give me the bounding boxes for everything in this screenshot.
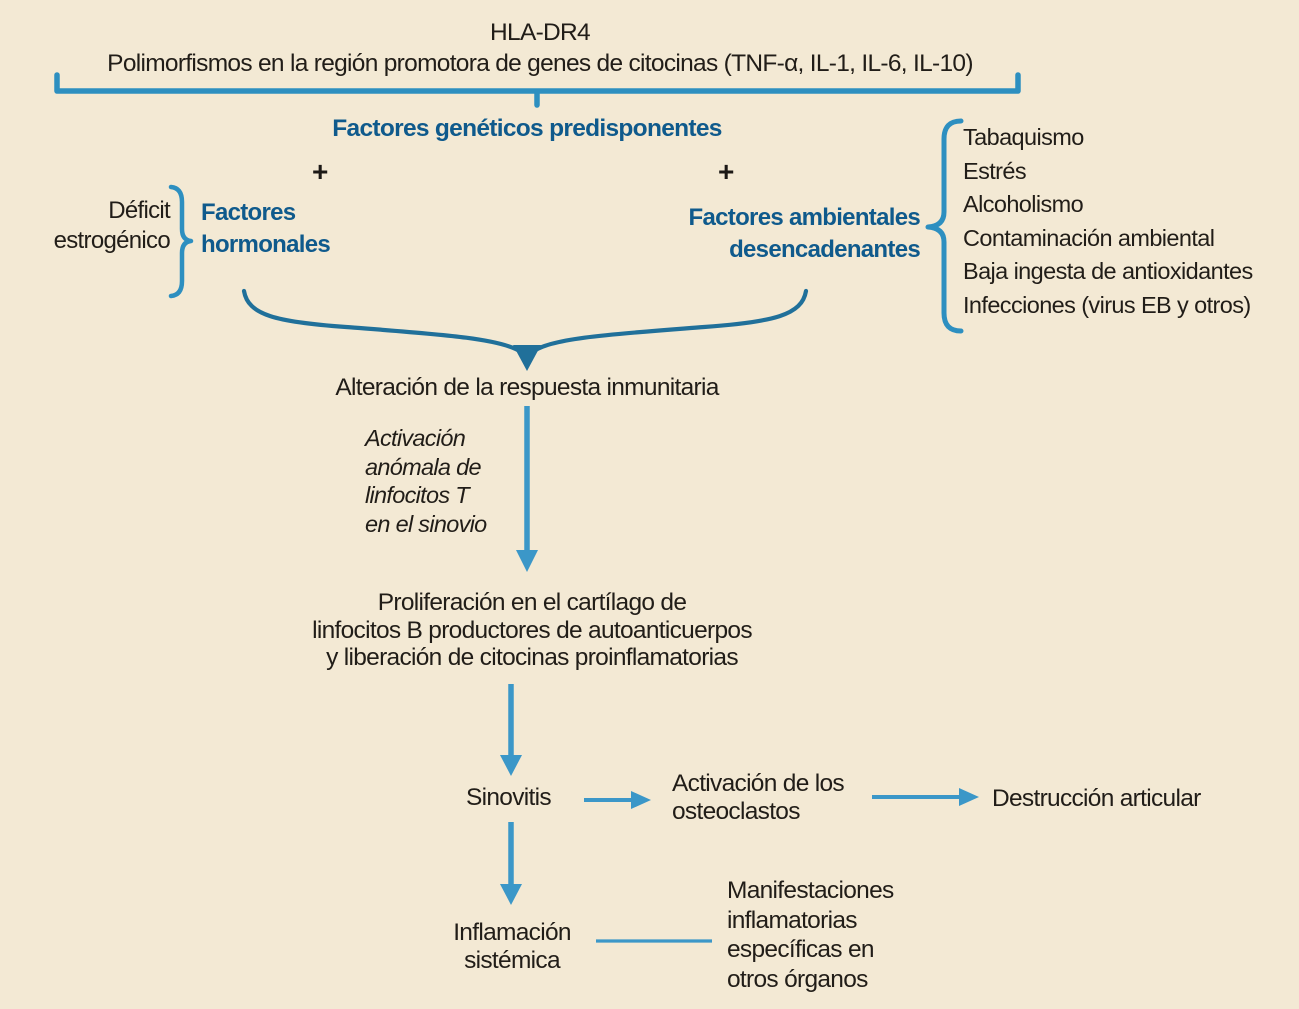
label-line: Proliferación en el cartílago de: [377, 589, 687, 616]
label-line: Activación de los: [672, 770, 844, 797]
environmental-triggers-list: [963, 121, 1253, 323]
joint-destruction-label: Destrucción articular: [992, 785, 1201, 812]
plus-sign-left: +: [312, 156, 329, 187]
estrogen-deficit-annotation: [40, 196, 170, 256]
label-line: Manifestaciones: [727, 877, 894, 904]
trigger-item: Tabaquismo: [963, 124, 1084, 150]
environmental-factors-label: [620, 202, 920, 266]
label-line: específicas en: [727, 936, 874, 963]
down-arrowhead-icon: [500, 755, 522, 776]
merge-curve-right: [533, 291, 806, 352]
plus-sign-right: +: [718, 156, 735, 187]
down-arrowhead-icon: [500, 884, 522, 905]
label-line: linfocitos B productores de autoanticuerpos: [312, 616, 752, 644]
genetic-factors-label: Factores genéticos predisponentes: [332, 115, 722, 142]
label-line: otros órganos: [727, 965, 868, 993]
gene-title: HLA-DR4: [490, 19, 590, 46]
hormonal-brace: [171, 187, 191, 296]
merge-arrowhead-icon: [513, 345, 541, 371]
label-line: y liberación de citocinas proinflamatorias: [326, 644, 738, 671]
proliferation-label: [282, 589, 782, 672]
label-line: osteoclastos: [672, 798, 800, 825]
right-arrowhead-icon: [631, 791, 651, 809]
trigger-item: Infecciones (virus EB y otros): [963, 291, 1251, 318]
label-line: Factores ambientales: [688, 204, 920, 231]
label-line: desencadenantes: [729, 236, 920, 263]
hormonal-factors-label: [201, 197, 330, 261]
label-line: hormonales: [201, 231, 331, 258]
organ-manifestations-label: [727, 876, 894, 994]
immune-alteration-label: Alteración de la respuesta inmunitaria: [335, 374, 719, 401]
note-line: linfocitos T: [365, 482, 469, 509]
annotation-line: estrogénico: [53, 227, 170, 254]
trigger-item: Alcoholismo: [963, 191, 1084, 218]
environmental-brace: [928, 121, 961, 331]
label-line: inflamatorias: [727, 906, 857, 934]
trigger-item: Contaminación ambiental: [963, 224, 1215, 251]
down-arrowhead-icon: [516, 550, 538, 572]
label-line: Inflamación: [453, 919, 571, 946]
synovitis-label: Sinovitis: [466, 784, 551, 811]
systemic-inflammation-label: [412, 919, 612, 975]
annotation-line: Déficit: [108, 197, 170, 224]
top-bracket: [57, 75, 1018, 105]
right-arrowhead-icon: [959, 788, 979, 806]
trigger-item: Estrés: [963, 157, 1026, 184]
trigger-item: Baja ingesta de antioxidantes: [963, 258, 1253, 285]
label-line: Factores: [201, 199, 296, 226]
note-line: Activación: [365, 425, 466, 451]
osteoclast-activation-label: [672, 770, 844, 826]
merge-curve-left: [244, 291, 521, 352]
label-line: sistémica: [464, 947, 560, 974]
note-line: en el sinovio: [365, 510, 487, 537]
tcell-activation-note: [365, 424, 487, 538]
note-line: anómala de: [365, 453, 481, 480]
polymorphism-title: Polimorfismos en la región promotora de genes de citocinas (TNF-α, IL-1, IL-6, IL-10): [107, 50, 973, 77]
